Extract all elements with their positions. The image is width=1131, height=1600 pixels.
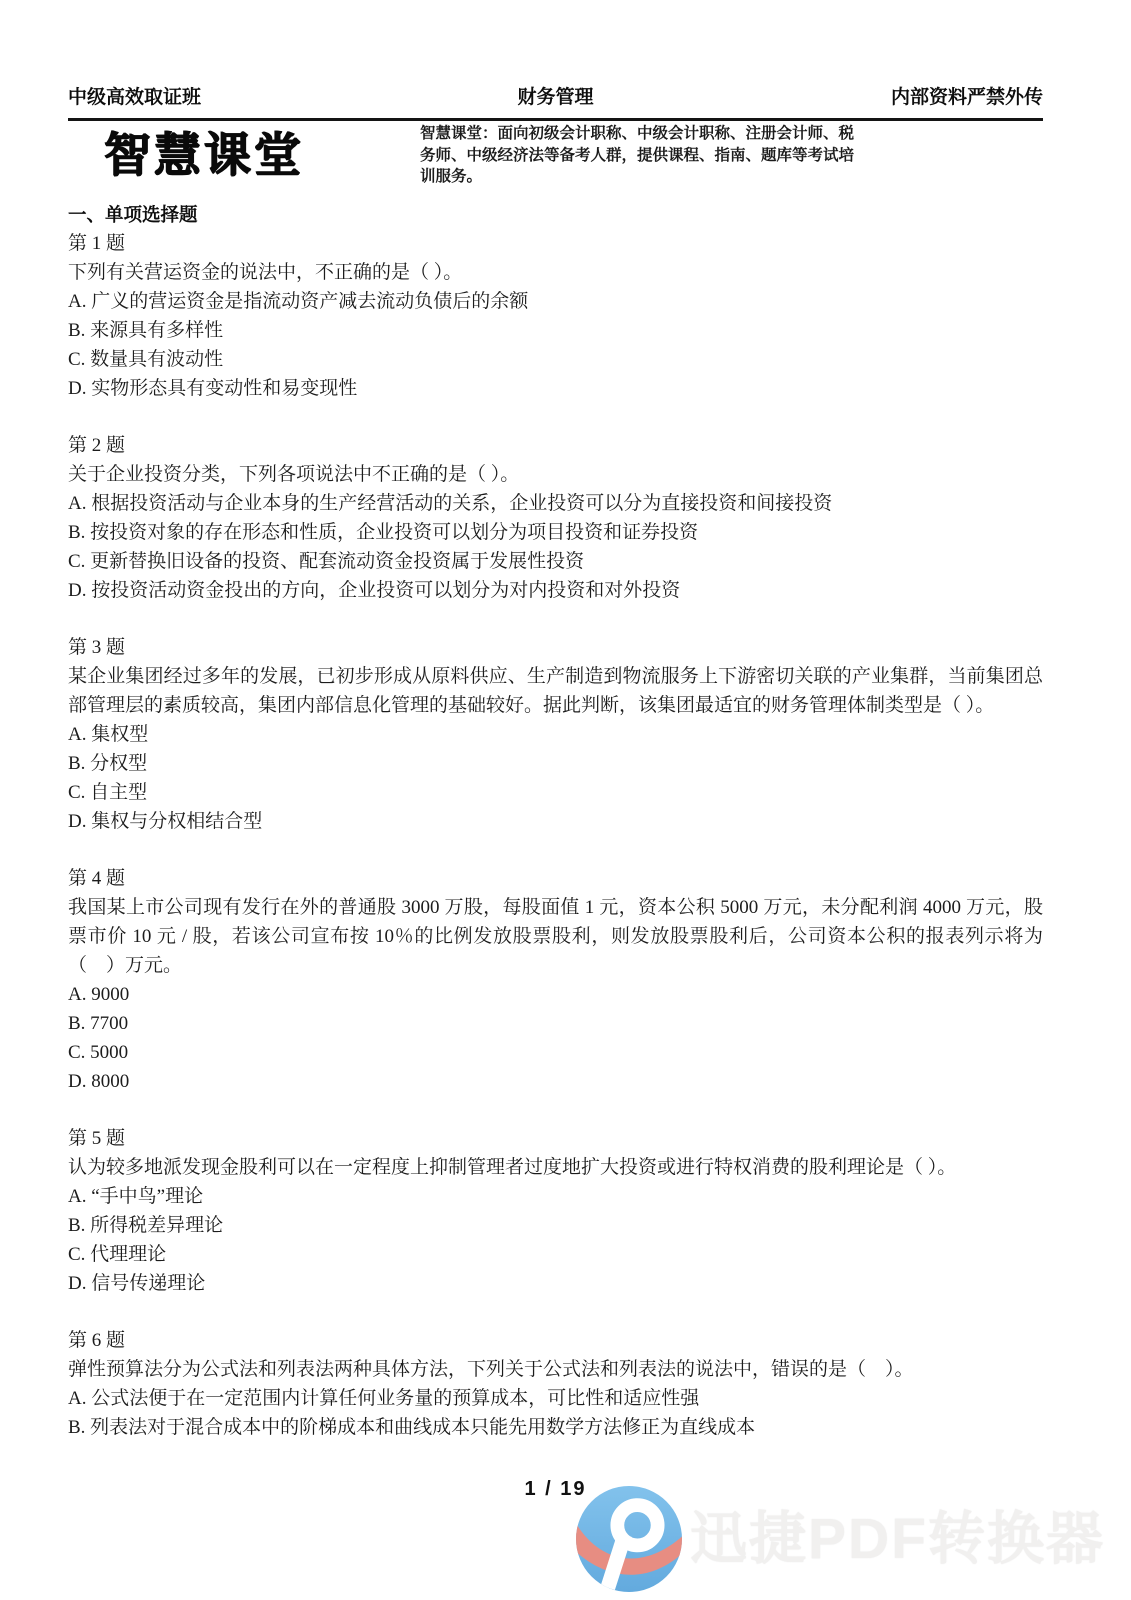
question-stem: 关于企业投资分类，下列各项说法中不正确的是（ ）。 — [68, 464, 520, 485]
watermark — [576, 1486, 1105, 1592]
brand-description: 智慧课堂：面向初级会计职称、中级会计职称、注册会计师、税务师、中级经济法等备考人群，提供课程、指南、题库等考试培训服务。 — [420, 125, 855, 185]
question-option: B. 来源具有多样性 — [68, 320, 224, 341]
question-option: D. 8000 — [68, 1071, 130, 1092]
question-stem: 弹性预算法分为公式法和列表法两种具体方法，下列关于公式法和列表法的说法中，错误的是（ ）。 — [68, 1359, 914, 1380]
page-number: 1 / 19 — [524, 1478, 587, 1500]
question-number: 第 5 题 — [68, 1128, 126, 1149]
question-option: A. 集权型 — [68, 724, 149, 745]
question-block — [68, 1124, 1043, 1298]
question-option: B. 所得税差异理论 — [68, 1215, 224, 1236]
brand-logo-text: 智慧课堂 — [104, 128, 304, 181]
question-block — [68, 864, 1043, 1096]
section-title: 一、单项选择题 — [68, 204, 198, 225]
question-number: 第 6 题 — [68, 1330, 126, 1351]
question-option: D. 实物形态具有变动性和易变现性 — [68, 378, 358, 399]
question-option: B. 7700 — [68, 1013, 129, 1034]
question-number: 第 4 题 — [68, 868, 126, 889]
question-stem: 下列有关营运资金的说法中，不正确的是（ ）。 — [68, 262, 463, 283]
question-number: 第 2 题 — [68, 435, 126, 456]
question-option: C. 自主型 — [68, 782, 148, 803]
question-option: A. 根据投资活动与企业本身的生产经营活动的关系，企业投资可以分为直接投资和间接投资 — [68, 493, 833, 514]
question-option: A. 公式法便于在一定范围内计算任何业务量的预算成本，可比性和适应性强 — [68, 1388, 700, 1409]
question-option: B. 列表法对于混合成本中的阶梯成本和曲线成本只能先用数学方法修正为直线成本 — [68, 1417, 756, 1438]
question-option: A. 9000 — [68, 984, 130, 1005]
question-section — [68, 200, 1043, 1442]
question-number: 第 3 题 — [68, 637, 126, 658]
question-option: C. 代理理论 — [68, 1244, 167, 1265]
question-option: C. 5000 — [68, 1042, 129, 1063]
question-stem: 认为较多地派发现金股利可以在一定程度上抑制管理者过度地扩大投资或进行特权消费的股利理论是（ ）。 — [68, 1157, 957, 1178]
question-stem: 我国某上市公司现有发行在外的普通股 3000 万股，每股面值 1 元，资本公积 5000 万元，未分配利润 4000 万元，股票市价 10 元 / 股，若该公司宣布按 10％的比例发放股票股利，则发放股票股利后，公司资本公积的报表列示将为（ ）万元。 — [68, 897, 1043, 976]
question-option: C. 更新替换旧设备的投资、配套流动资金投资属于发展性投资 — [68, 551, 585, 572]
question-block — [68, 229, 1043, 403]
question-option: C. 数量具有波动性 — [68, 349, 224, 370]
question-option: B. 按投资对象的存在形态和性质，企业投资可以划分为项目投资和证券投资 — [68, 522, 699, 543]
question-option: A. “手中鸟”理论 — [68, 1186, 204, 1207]
question-option: D. 按投资活动资金投出的方向，企业投资可以划分为对内投资和对外投资 — [68, 580, 681, 601]
question-option: D. 集权与分权相结合型 — [68, 811, 263, 832]
question-stem: 某企业集团经过多年的发展，已初步形成从原料供应、生产制造到物流服务上下游密切关联的产业集群，当前集团总部管理层的素质较高，集团内部信息化管理的基础较好。据此判断，该集团最适宜的财务管理体制类型是（ ）。 — [68, 666, 1043, 716]
question-option: A. 广义的营运资金是指流动资产减去流动负债后的余额 — [68, 291, 529, 312]
header-subject-title: 财务管理 — [517, 87, 594, 108]
question-number: 第 1 题 — [68, 233, 126, 254]
pdf-converter-logo-icon — [576, 1486, 682, 1592]
header-confidential-note: 内部资料严禁外传 — [890, 87, 1043, 108]
question-block — [68, 1326, 1043, 1442]
watermark-text: 迅捷PDF转换器 — [690, 1506, 1105, 1571]
question-option: B. 分权型 — [68, 753, 148, 774]
question-option: D. 信号传递理论 — [68, 1273, 206, 1294]
page-header — [68, 82, 1043, 121]
question-block — [68, 633, 1043, 836]
question-list — [68, 229, 1043, 1442]
header-course-name: 中级高效取证班 — [68, 87, 202, 108]
question-block — [68, 431, 1043, 605]
